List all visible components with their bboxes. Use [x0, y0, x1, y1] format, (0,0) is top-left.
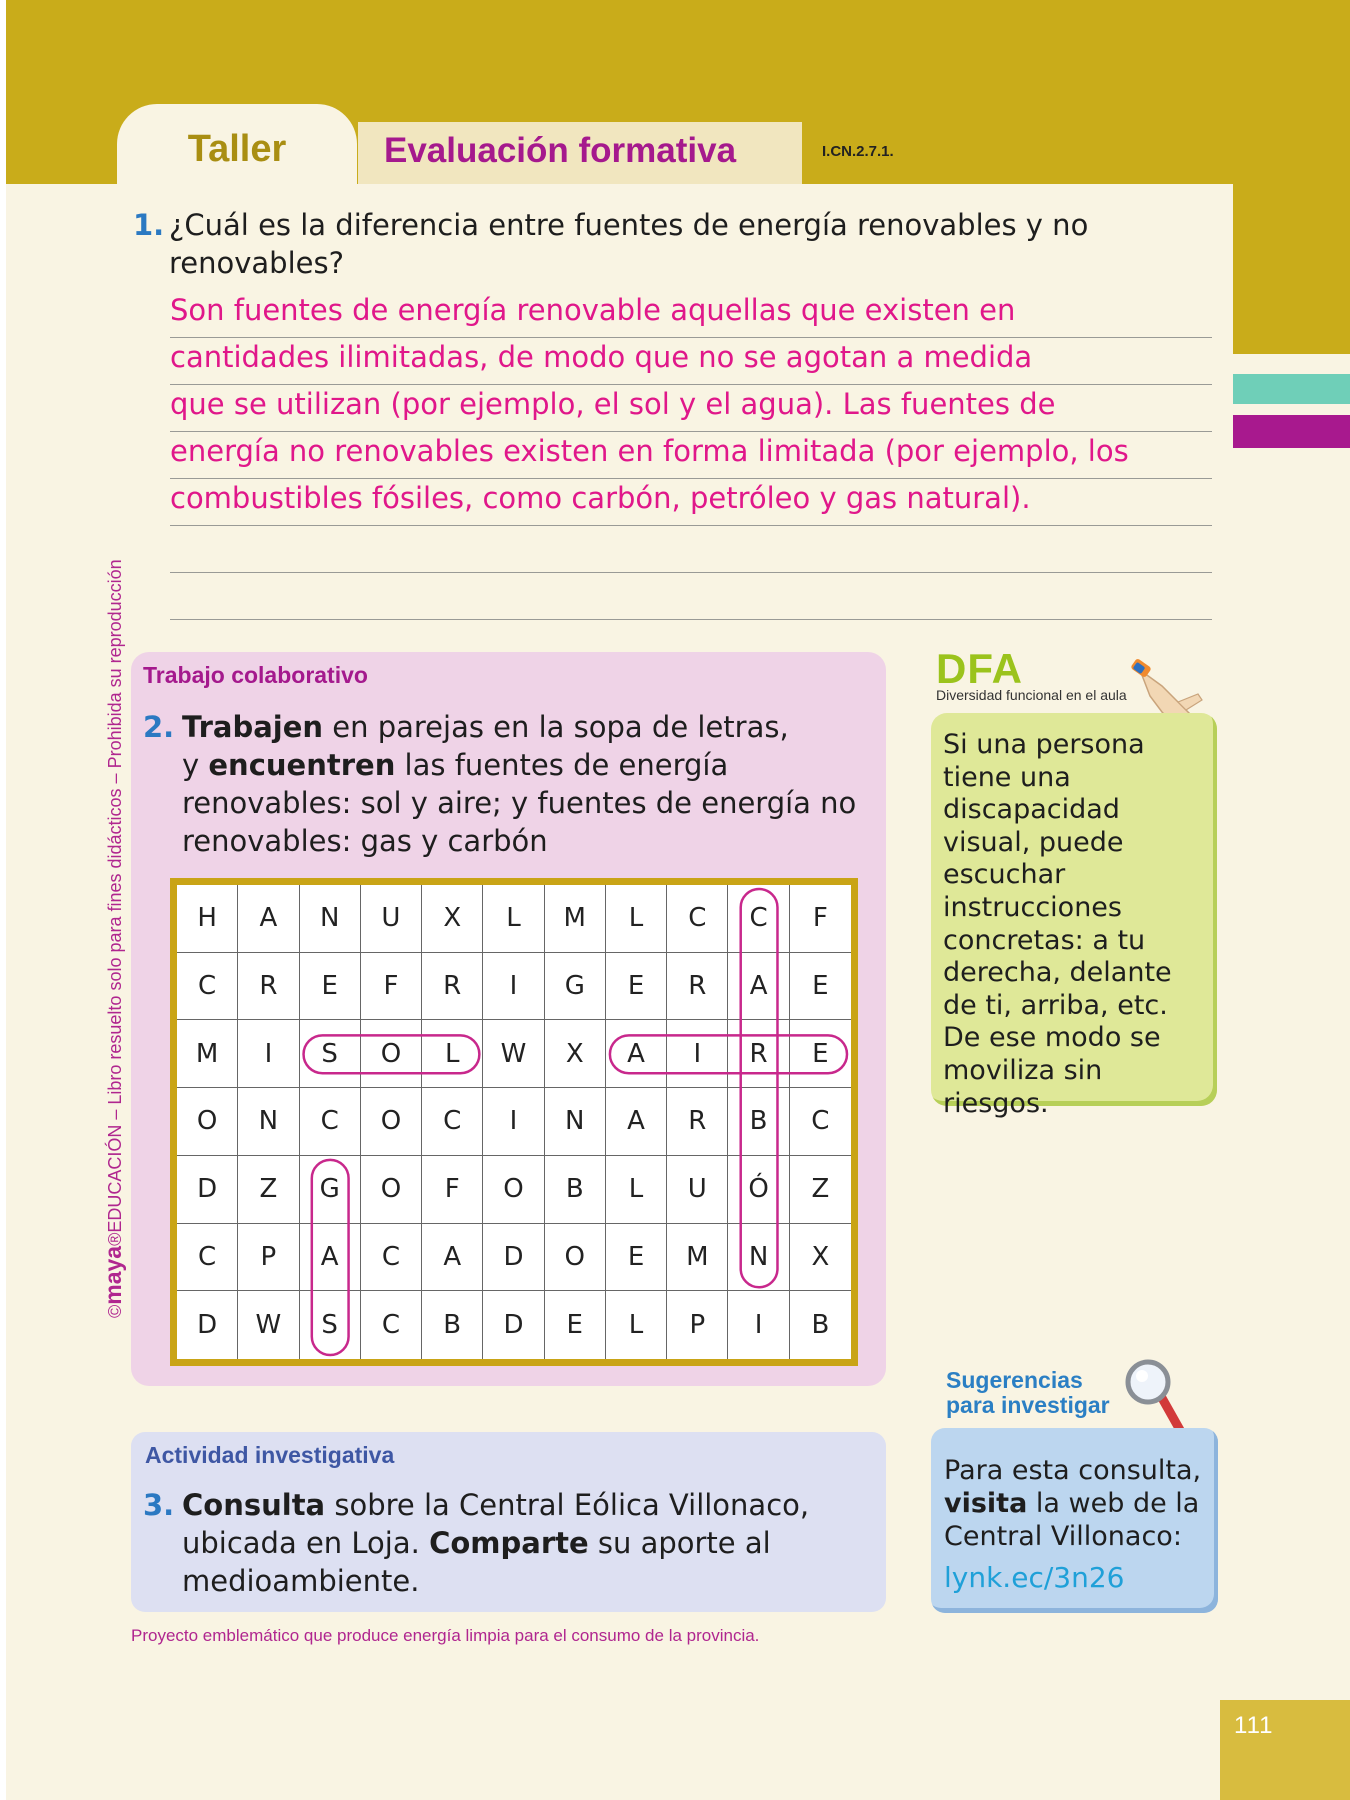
grid-cell[interactable]: R [667, 953, 728, 1021]
suggestions-text-1: Para esta consulta, [944, 1455, 1202, 1486]
grid-cell[interactable]: B [811, 1310, 830, 1341]
suggestions-title-line-2: para investigar [946, 1392, 1110, 1418]
q2-text-1: en parejas en la sopa de letras, [323, 710, 789, 744]
question-1-text: ¿Cuál es la diferencia entre fuentes de energía renovables y no renovables? [169, 208, 1089, 280]
grid-cell[interactable]: E [545, 1291, 606, 1359]
answer-line[interactable]: energía no renovables existen en forma limitada (por ejemplo, los [170, 431, 1212, 479]
grid-cell[interactable]: G [545, 953, 606, 1021]
grid-cell[interactable]: C [177, 1224, 238, 1292]
grid-cell[interactable]: B [728, 1088, 789, 1156]
question-3-text [182, 1486, 882, 1600]
grid-cell[interactable]: I [667, 1020, 728, 1088]
grid-cell[interactable]: O [361, 1020, 422, 1088]
grid-cell[interactable]: D [483, 1224, 544, 1292]
q2-bold-encuentren: encuentren [208, 748, 396, 782]
grid-cell[interactable]: R [422, 953, 483, 1021]
grid-cell[interactable]: C [667, 885, 728, 953]
suggestions-bold-visita: visita [944, 1488, 1028, 1519]
q2-text-2: y [182, 748, 209, 782]
grid-cell[interactable]: O [361, 1088, 422, 1156]
grid-cell[interactable]: P [667, 1291, 728, 1359]
grid-cell[interactable]: A [606, 1088, 667, 1156]
evaluation-label: Evaluación formativa [384, 131, 737, 170]
grid-cell[interactable]: F [361, 953, 422, 1021]
left-edge [0, 0, 6, 1800]
copyright-symbol: © [105, 1304, 125, 1318]
dfa-subtitle: Diversidad funcional en el aula [936, 687, 1127, 703]
villonaco-link[interactable]: lynk.ec/3n26 [944, 1561, 1125, 1594]
page-number: 111 [1234, 1712, 1274, 1739]
grid-cell[interactable]: C [300, 1088, 361, 1156]
brand-name: maya [100, 1245, 126, 1305]
q3-text-1: sobre la Central Eólica Villonaco, ubicada en Loja. [182, 1488, 810, 1560]
grid-cell[interactable]: A [238, 885, 299, 953]
question-3-number: 3. [143, 1488, 175, 1522]
question-1 [133, 206, 1213, 280]
taller-label: Taller [187, 128, 287, 170]
teal-tab [1233, 374, 1350, 404]
word-search-grid [177, 885, 851, 1359]
investigative-activity-title: Actividad investigativa [145, 1442, 395, 1468]
answer-line[interactable]: Son fuentes de energía renovable aquellas que existen en [170, 290, 1212, 338]
grid-cell[interactable]: F [422, 1156, 483, 1224]
q3-text-2: su aporte al medioambiente. [182, 1526, 771, 1598]
answer-line[interactable]: cantidades ilimitadas, de modo que no se agotan a medida [170, 337, 1212, 385]
grid-cell[interactable]: N [300, 885, 361, 953]
q2-text-3: las fuentes de energía renovables: sol y aire; y fuentes de energía no renovables: gas y carbón [182, 748, 857, 858]
grid-cell[interactable]: N [545, 1088, 606, 1156]
grid-cell[interactable]: B [422, 1291, 483, 1359]
grid-cell[interactable]: W [238, 1291, 299, 1359]
grid-cell[interactable]: I [483, 953, 544, 1021]
grid-cell[interactable]: E [790, 1020, 851, 1088]
question-2-text [182, 708, 882, 860]
grid-cell[interactable]: M [177, 1020, 238, 1088]
grid-cell[interactable]: L [422, 1020, 483, 1088]
magnifier-icon [1120, 1358, 1190, 1438]
grid-cell[interactable]: C [790, 1088, 851, 1156]
question-1-number: 1. [133, 208, 165, 242]
right-color-band [1233, 184, 1350, 354]
grid-cell[interactable]: W [483, 1020, 544, 1088]
grid-cell[interactable]: O [483, 1156, 544, 1224]
grid-cell[interactable]: D [177, 1156, 238, 1224]
question-2-number: 2. [143, 710, 175, 744]
answer-line[interactable]: que se utilizan (por ejemplo, el sol y el agua). Las fuentes de [170, 384, 1212, 432]
answer-line[interactable]: combustibles fósiles, como carbón, petróleo y gas natural). [170, 478, 1212, 526]
indicator-code: I.CN.2.7.1. [822, 143, 894, 160]
grid-cell[interactable]: B [545, 1156, 606, 1224]
grid-cell[interactable]: F [790, 885, 851, 953]
grid-cell[interactable]: L [483, 885, 544, 953]
dfa-text: Si una persona tiene una discapacidad visual, puede escuchar instrucciones concretas: a tu derecha, delante de ti, arriba, etc. De ese modo se moviliza sin riesgos. [943, 729, 1172, 1119]
grid-cell[interactable]: Ó [728, 1156, 789, 1224]
suggestions-title-line-1: Sugerencias [946, 1367, 1083, 1393]
grid-cell[interactable]: O [177, 1088, 238, 1156]
q3-bold-comparte: Comparte [429, 1526, 589, 1560]
grid-cell[interactable]: R [667, 1088, 728, 1156]
grid-cell[interactable]: U [361, 885, 422, 953]
suggestions-title [946, 1368, 1110, 1418]
grid-cell[interactable]: A [606, 1020, 667, 1088]
answer-line[interactable] [170, 525, 1212, 573]
q2-bold-trabajen: Trabajen [182, 710, 324, 744]
grid-cell[interactable]: C [361, 1224, 422, 1292]
grid-cell[interactable]: N [728, 1224, 789, 1292]
grid-cell[interactable]: C [422, 1088, 483, 1156]
grid-cell[interactable]: N [238, 1088, 299, 1156]
grid-cell[interactable]: C [361, 1291, 422, 1359]
grid-cell[interactable]: E [606, 1224, 667, 1292]
registered-symbol: ® [105, 1232, 125, 1246]
grid-cell[interactable]: Z [790, 1156, 851, 1224]
grid-cell[interactable]: L [606, 885, 667, 953]
grid-cell[interactable]: G [300, 1156, 361, 1224]
grid-cell[interactable]: S [300, 1020, 361, 1088]
suggestions-text-2: la web de la Central Villonaco: [944, 1488, 1200, 1552]
suggestions-text [944, 1454, 1214, 1553]
grid-cell[interactable]: L [606, 1156, 667, 1224]
grid-cell[interactable]: I [728, 1291, 789, 1359]
q3-bold-consulta: Consulta [182, 1488, 326, 1522]
grid-cell[interactable]: E [606, 953, 667, 1021]
magenta-tab [1233, 415, 1350, 448]
grid-cell[interactable]: C [177, 953, 238, 1021]
grid-cell[interactable]: O [545, 1224, 606, 1292]
grid-cell[interactable]: L [606, 1291, 667, 1359]
grid-cell[interactable]: X [790, 1224, 851, 1292]
copyright-rest: EDUCACIÓN – Libro resuelto solo para fines didácticos – Prohibida su reproducción [105, 559, 125, 1233]
grid-cell[interactable]: U [667, 1156, 728, 1224]
grid-cell[interactable]: M [667, 1224, 728, 1292]
grid-cell[interactable]: E [300, 953, 361, 1021]
grid-cell[interactable]: S [300, 1291, 361, 1359]
grid-cell[interactable]: I [483, 1088, 544, 1156]
grid-cell[interactable]: X [545, 1020, 606, 1088]
side-copyright-text [100, 559, 127, 1318]
grid-cell[interactable]: M [545, 885, 606, 953]
grid-cell[interactable]: H [177, 885, 238, 953]
grid-cell[interactable]: C [728, 885, 789, 953]
grid-cell[interactable]: Z [238, 1156, 299, 1224]
grid-cell[interactable]: D [483, 1291, 544, 1359]
footnote: Proyecto emblemático que produce energía limpia para el consumo de la provincia. [131, 1626, 760, 1645]
collaborative-work-title: Trabajo colaborativo [143, 662, 368, 688]
grid-cell[interactable]: A [728, 953, 789, 1021]
grid-cell[interactable]: R [728, 1020, 789, 1088]
grid-cell[interactable]: O [361, 1156, 422, 1224]
answer-line[interactable] [170, 572, 1212, 620]
grid-cell[interactable]: A [422, 1224, 483, 1292]
grid-cell[interactable]: E [790, 953, 851, 1021]
grid-cell[interactable]: R [238, 953, 299, 1021]
word-search-frame [170, 878, 858, 1366]
grid-cell[interactable]: P [238, 1224, 299, 1292]
grid-cell[interactable]: A [300, 1224, 361, 1292]
grid-cell[interactable]: X [422, 885, 483, 953]
dfa-title: DFA [936, 645, 1023, 692]
grid-cell[interactable]: D [177, 1291, 238, 1359]
grid-cell[interactable]: I [238, 1020, 299, 1088]
